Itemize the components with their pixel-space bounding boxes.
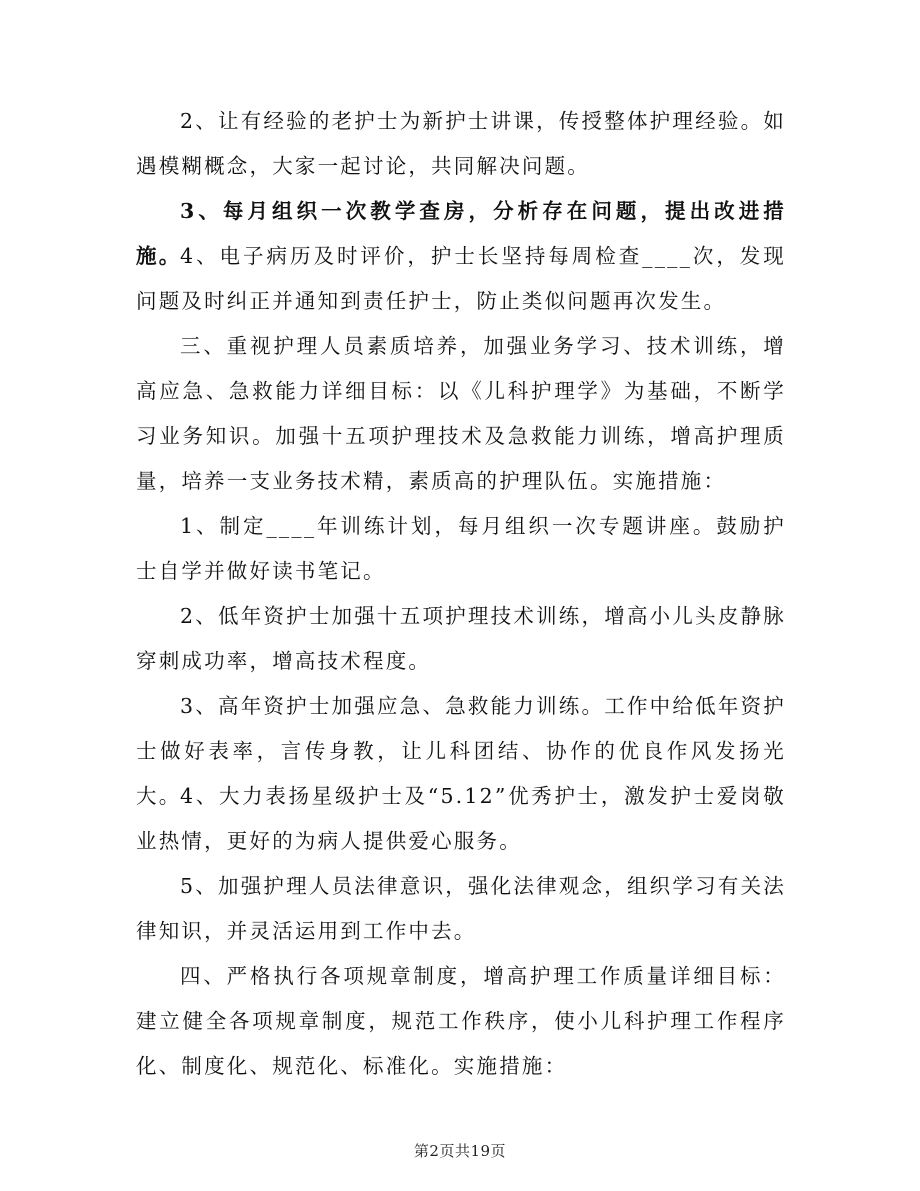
paragraph-item-2-junior-nurses: 2、低年资护士加强十五项护理技术训练，增高小儿头皮静脉穿刺成功率，增高技术程度。 [136,604,786,673]
paragraph-item-3-ward-round: 3、每月组织一次教学查房，分析存在问题，提出改进措施。 [136,199,786,268]
paragraph-item-3-senior-nurses: 3、高年资护士加强应急、急救能力训练。工作中给低年资护士做好表率，言传身教，让儿科团结、协作的优良作风发扬光大。 [136,694,786,808]
paragraph-section-3-quality-training: 三、重视护理人员素质培养，加强业务学习、技术训练，增高应急、急救能力详细目标：以《儿科护理学》为基础，不断学习业务知识。加强十五项护理技术及急救能力训练，增高护理质量，培养一支业务技术精，素质高的护理队伍。实施措施： [136,334,786,493]
paragraph-item-1-training-plan: 1、制定____年训练计划，每月组织一次专题讲座。鼓励护士自学并做好读书笔记。 [136,514,786,583]
paragraph-section-4-regulations: 四、严格执行各项规章制度，增高护理工作质量详细目标：建立健全各项规章制度，规范工作秩序，使小儿科护理工作程序化、制度化、规范化、标准化。实施措施： [136,964,786,1078]
paragraph-item-4-emr-review: 4、电子病历及时评价，护士长坚持每周检查____次，发现问题及时纠正并通知到责任护士，防止类似问题再次发生。 [136,244,786,313]
paragraph-item-5-legal-awareness: 5、加强护理人员法律意识，强化法律观念，组织学习有关法律知识，并灵活运用到工作中去。 [136,874,786,943]
page-number-footer: 第2页共19页 [413,1142,507,1160]
paragraph-item-4-star-nurses: 4、大力表扬星级护士及“5.12”优秀护士，激发护士爱岗敬业热情，更好的为病人提供爱心服务。 [136,784,786,853]
paragraph-item-2-lecture: 2、让有经验的老护士为新护士讲课，传授整体护理经验。如遇模糊概念，大家一起讨论，共同解决问题。 [136,109,786,178]
